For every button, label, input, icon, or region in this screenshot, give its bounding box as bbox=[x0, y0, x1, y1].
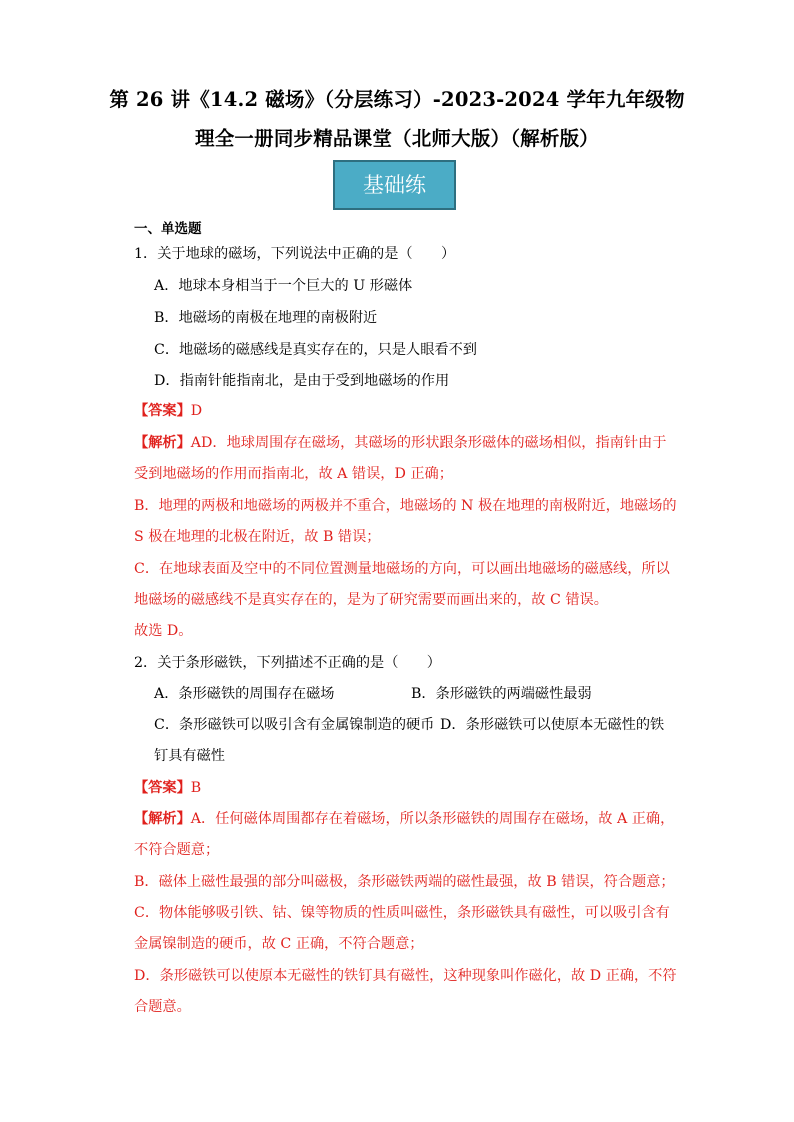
question-1-analysis-line: B．地理的两极和地磁场的两极并不重合，地磁场的 N 极在地理的南极附近，地磁场的 bbox=[134, 498, 677, 514]
section-heading: 一、单选题 bbox=[134, 221, 202, 237]
question-1-analysis-line: C．在地球表面及空中的不同位置测量地磁场的方向，可以画出地磁场的磁感线，所以 bbox=[134, 561, 670, 577]
question-1-analysis-line: S 极在地理的北极在附近，故 B 错误； bbox=[134, 529, 381, 545]
question-2-analysis-line: 不符合题意； bbox=[134, 842, 220, 858]
question-1-option-a: A．地球本身相当于一个巨大的 U 形磁体 bbox=[154, 278, 413, 294]
question-1-analysis-line: 受到地磁场的作用而指南北，故 A 错误，D 正确； bbox=[134, 466, 453, 482]
question-1-analysis-line: 地磁场的磁感线不是真实存在的，是为了研究需要而画出来的，故 C 错误。 bbox=[134, 592, 608, 608]
question-2-analysis-line: D．条形磁铁可以使原本无磁性的铁钉具有磁性，这种现象叫作磁化，故 D 正确，不符 bbox=[134, 968, 677, 984]
title-line-2: 理全一册同步精品课堂（北师大版）（解析版） bbox=[195, 127, 599, 150]
question-1-answer: 【答案】D bbox=[134, 403, 203, 419]
question-2-analysis-line: C．物体能够吸引铁、钴、镍等物质的性质叫磁性，条形磁铁具有磁性，可以吸引含有 bbox=[134, 905, 670, 921]
question-1-analysis-line: 故选 D。 bbox=[134, 623, 193, 639]
question-2-stem: 2．关于条形磁铁，下列描述不正确的是（ ） bbox=[134, 655, 441, 671]
question-2-analysis-line: 【解析】A．任何磁体周围都存在着磁场，所以条形磁铁的周围存在磁场，故 A 正确， bbox=[134, 811, 675, 827]
question-2-option-d-continued: 钉具有磁性 bbox=[154, 748, 225, 764]
title-line-1: 第 26 讲《14.2 磁场》（分层练习）-2023-2024 学年九年级物 bbox=[109, 88, 685, 111]
question-2-option-b: B．条形磁铁的两端磁性最弱 bbox=[411, 686, 592, 702]
question-2-analysis-line: 合题意。 bbox=[134, 999, 191, 1015]
question-1-option-b: B．地磁场的南极在地理的南极附近 bbox=[154, 310, 378, 326]
question-2-option-a: A．条形磁铁的周围存在磁场 bbox=[154, 686, 335, 702]
question-1-option-c: C．地磁场的磁感线是真实存在的，只是人眼看不到 bbox=[154, 342, 477, 358]
question-2-option-d: D．条形磁铁可以使原本无磁性的铁 bbox=[440, 717, 665, 733]
question-2-answer: 【答案】B bbox=[134, 780, 202, 796]
question-2-analysis-line: 金属镍制造的硬币，故 C 正确，不符合题意； bbox=[134, 936, 424, 952]
question-2-option-c: C．条形磁铁可以吸引含有金属镍制造的硬币 bbox=[154, 717, 435, 733]
section-badge: 基础练 bbox=[333, 160, 456, 210]
question-1-option-d: D．指南针能指南北，是由于受到地磁场的作用 bbox=[154, 373, 450, 389]
question-2-analysis-line: B．磁体上磁性最强的部分叫磁极，条形磁铁两端的磁性最强，故 B 错误，符合题意； bbox=[134, 874, 675, 890]
question-1-analysis-line: 【解析】AD．地球周围存在磁场，其磁场的形状跟条形磁体的磁场相似，指南针由于 bbox=[134, 435, 667, 451]
question-1-stem: 1．关于地球的磁场，下列说法中正确的是（ ） bbox=[134, 246, 456, 262]
